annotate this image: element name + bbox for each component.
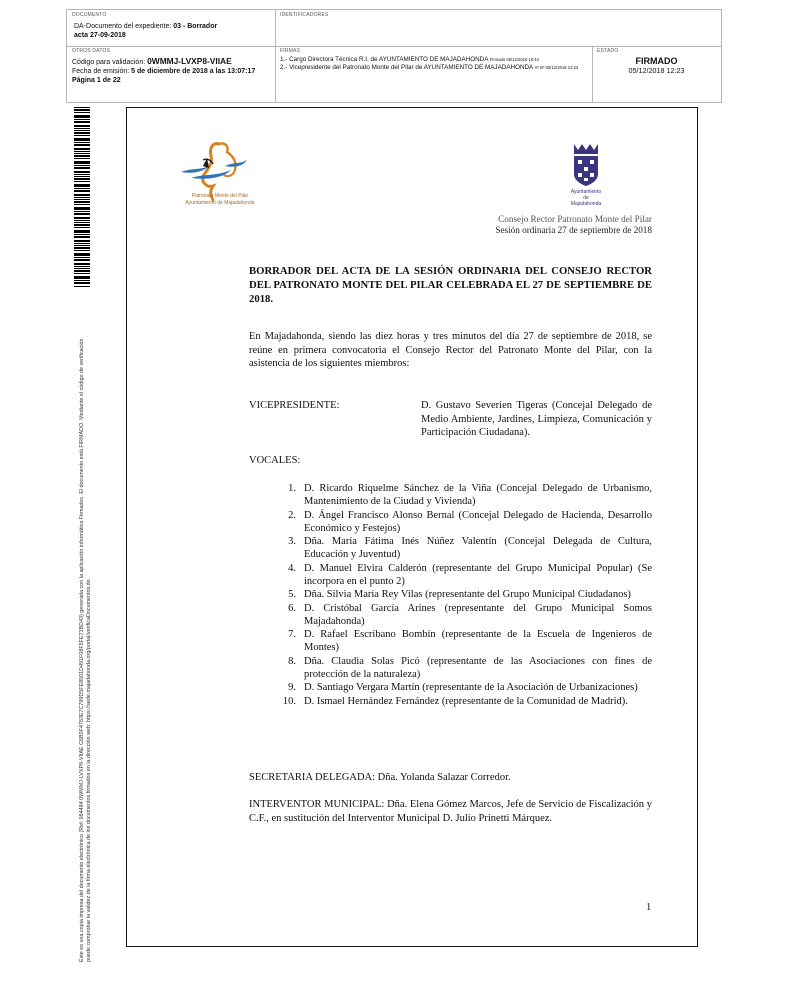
list-item-text: D. Cristóbal García Arines (representante del Grupo Municipal Somos Majadahonda) [304,602,652,627]
codigo-validacion: Código para validación: 0WMMJ-LVXP8-VIIAE [72,56,232,66]
estado-date: 05/12/2018 12:23 [628,66,685,75]
identificadores-cell [275,10,721,20]
secretaria-delegada: SECRETARIA DELEGADA: Dña. Yolanda Salazar Corredor. [249,772,511,783]
pagina-count: Página 1 de 22 [72,77,121,84]
codigo-value: 0WMMJ-LVXP8-VIIAE [147,56,232,66]
list-item-text: D. Manuel Elvira Calderón (representante del Grupo Municipal Popular) (Se incorpora en el punto 2) [304,562,652,587]
list-item-text: D. Ismael Hernández Fernández (representante de la Comunidad de Madrid). [304,695,628,707]
estado-cell [592,46,721,77]
list-item-text: D. Ángel Francisco Alonso Bernal (Concejal Delegado de Hacienda, Desarrollo Económico y Festejos) [304,509,652,534]
list-item-number: 6. [288,602,296,614]
ayuntamiento-logo-caption: Ayuntamiento de Majadahonda [570,189,602,207]
ayuntamiento-majadahonda-logo-icon [568,140,604,188]
list-item [276,655,652,681]
list-item-text: Dña. María Fátima Inés Núñez Valentín (Concejal Delegada de Cultura, Educación y Juventud) [304,536,652,560]
list-item-number: 2. [288,509,296,521]
documento-value: DA-Documento del expediente: 03 - Borrador acta 27-09-2018 [74,23,218,39]
vocales-list [276,482,652,708]
list-item [276,509,652,535]
documento-label: DOCUMENTO [72,12,107,18]
list-item-text: D. Santiago Vergara Martín (representante de la Asociación de Urbanizaciones) [304,682,638,693]
interventor-municipal: INTERVENTOR MUNICIPAL: Dña. Elena Gómez Marcos, Jefe de Servicio de Fiscalización y C.F., en sustitución del Interventor Municipal D. Julio Prinetti Márquez. [249,799,652,824]
firmas-label: FIRMAS [280,48,301,54]
page-number: 1 [646,902,652,913]
verification-legal-text: Este es una copia impresa del documento electrónico (Ref: 984484 0WMMJ-LVXP8-VIIAE C6B0F4783E7C799D5FE8501D491F08F5FE73BD43) generada con la aplicación informática Firmadoc. El documento está FIRMADO. Mediante el código de verificación puede comprobar la validez de la firma electrónica de los documentos firmados en la dirección web: https://sede.majadahonda.org/portal/verificaDocumentos.do [79,338,92,962]
estado-label: ESTADO [597,48,619,54]
list-item-number: 10. [282,695,296,707]
fecha-emision: Fecha de emisión: 5 de diciembre de 2018 a las 13:07:17 [72,68,256,75]
document-title: BORRADOR DEL ACTA DE LA SESIÓN ORDINARIA DEL CONSEJO RECTOR DEL PATRONATO MONTE DEL PILAR CELEBRADA EL 27 DE SEPTIEMBRE DE 2018. [249,265,652,305]
estado-value: FIRMADO [635,56,678,66]
list-item [276,681,652,694]
list-item [276,588,652,601]
list-item [276,562,652,588]
list-item-number: 8. [288,655,296,667]
session-reference: Consejo Rector Patronato Monte del Pilar Sesión ordinaria 27 de septiembre de 2018 [495,214,652,235]
list-item-number: 7. [288,629,296,640]
documento-cell [67,10,275,42]
list-item [276,535,652,561]
list-item [276,602,652,628]
list-item [276,628,652,654]
intro-paragraph: En Majadahonda, siendo las diez horas y tres minutos del día 27 de septiembre de 2018, se reúne en primera convocatoria el Consejo Rector del Patronato Monte del Pilar, con la asistencia de los siguientes miembros: [249,331,652,369]
vicepresidente-label: VICEPRESIDENTE: [249,400,340,411]
identificadores-label: IDENTIFICADORES [280,12,329,18]
list-item-number: 9. [288,682,296,693]
list-item-number: 4. [288,562,296,574]
firma-2: 2.- Vicepresidente del Patronato Monte del Pilar de AYUNTAMIENTO DE MAJADAHONDA Vº Bº 05/12/2018 12:23 [280,63,579,71]
document-metadata-box [66,9,722,103]
list-item-text: D. Rafael Escribano Bombín (representante de la Escuela de Ingenieros de Montes) [304,629,652,653]
otros-datos-label: OTROS DATOS [72,48,111,54]
list-item [276,482,652,508]
list-item-number: 5. [288,589,296,600]
list-item-text: Dña. Silvia María Rey Vilas (representante del Grupo Municipal Ciudadanos) [304,589,631,600]
firma-1: 1.- Cargo Directora Técnica R.I. de AYUNTAMIENTO DE MAJADAHONDA Firmado 05/12/2018 10:44 [280,56,539,63]
barcode-icon [74,107,90,287]
otros-datos-cell [67,46,275,87]
vicepresidente-value: D. Gustavo Severien Tigeras (Concejal Delegado de Medio Ambiente, Jardines, Limpieza, Comunicación y Participación Ciudadana). [421,400,652,438]
list-item-number: 3. [288,536,296,547]
list-item-text: D. Ricardo Riquelme Sánchez de la Viña (Concejal Delegado de Urbanismo, Mantenimiento de la Ciudad y Vivienda) [304,483,652,507]
vocales-label: VOCALES: [249,455,301,466]
patronato-logo-caption: Patronato Monte del Pilar Ayuntamiento de Majadahonda [185,193,255,206]
firmas-cell [275,46,592,73]
list-item [276,695,652,708]
list-item-number: 1. [288,483,296,494]
list-item-text: Dña. Claudia Solas Picó (representante de las Asociaciones con fines de protección de la naturaleza) [304,655,652,680]
